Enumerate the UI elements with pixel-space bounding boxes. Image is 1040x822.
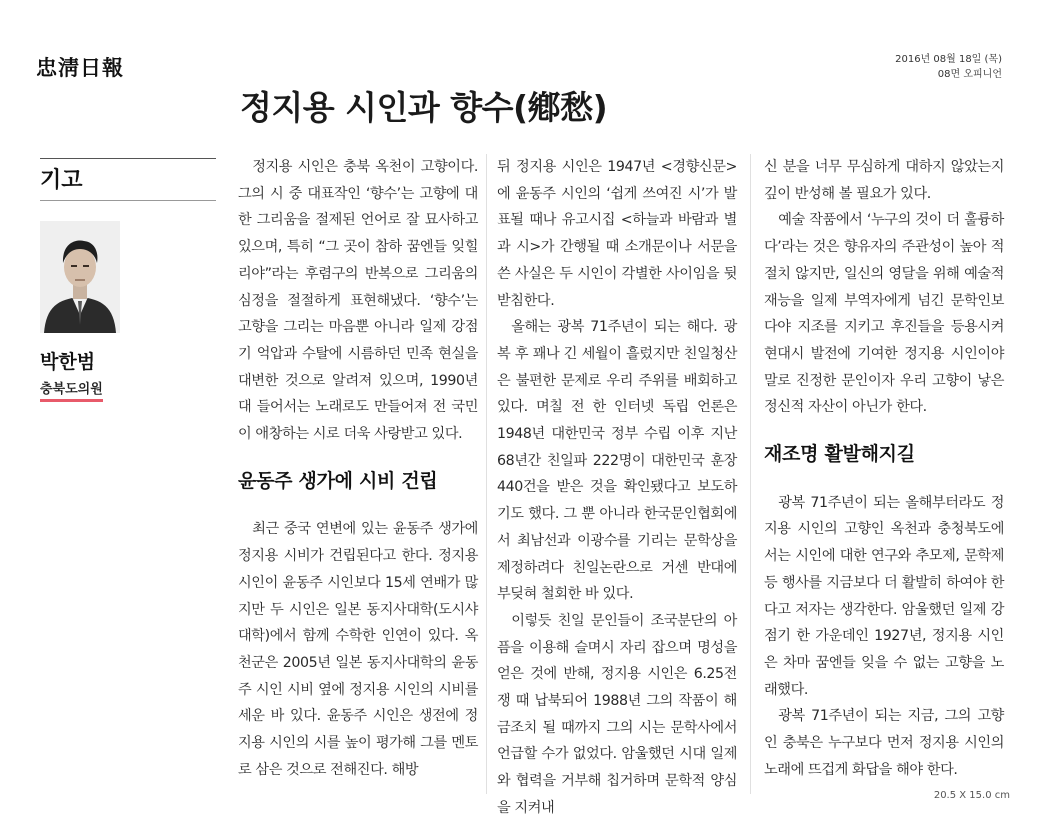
article-column-2 (497, 154, 737, 822)
body-paragraph: 광복 71주년이 되는 올해부터라도 정지용 시인의 고향인 옥천과 충청북도에서는 시인에 대한 연구와 추모제, 문학제 등 행사를 지금보다 더 활발히 하여야 한다고 저자는 생각한다. 암울했던 일제 강점기 한 가운데인 1927년, 정지용 시인은 차마 꿈엔들 잊을 수 없는 고향을 노래했다. (764, 494, 1004, 698)
article-column-3 (764, 154, 1004, 783)
article-category: 기고 (40, 159, 216, 201)
body-paragraph: 최근 중국 연변에 있는 윤동주 생가에 정지용 시비가 건립된다고 한다. 정지용 시인이 윤동주 시인보다 15세 연배가 많지만 두 시인은 일본 동지사대학(도시샤 대학)에서 함께 수학한 인연이 있다. 옥천군은 2005년 일본 동지사대학의 윤동주 시인 시비 옆에 정지용 시인의 시비를 세운 바 있다. 윤동주 시인은 생전에 정지용 시인의 시를 높이 평가해 그를 멘토로 삼은 것으로 전해진다. 해방 (238, 521, 478, 778)
author-portrait-icon (40, 221, 120, 333)
publication-info (895, 52, 1002, 82)
column-divider (486, 154, 487, 794)
author-title: 충북도의원 (40, 378, 103, 402)
body-paragraph: 광복 71주년이 되는 지금, 그의 고향인 충북은 누구보다 먼저 정지용 시인의 노래에 뜨겁게 화답을 해야 한다. (764, 708, 1004, 778)
body-paragraph: 예술 작품에서 ‘누구의 것이 더 훌륭하다’라는 것은 향유자의 주관성이 높아 적절치 않지만, 일신의 영달을 위해 예술적 재능을 일제 부역자에게 넘긴 문학인보다야 지조를 지키고 후진들을 등용시켜 현대시 발전에 기여한 정지용 시인이야말로 진정한 문인이자 우리 고향이 낳은 정신적 자산이 아닌가 한다. (764, 212, 1004, 416)
subheading: 윤동주 생가에 시비 건립 (238, 469, 438, 492)
body-paragraph: 이렇듯 친일 문인들이 조국분단의 아픔을 이용해 슬며시 자리 잡으며 명성을 얻은 것에 반해, 정지용 시인은 6.25전쟁 때 납북되어 1988년 그의 작품이 해금조치 될 때까지 그의 시는 문학사에서 언급할 수가 없었다. 암울했던 시대 일제와 협력을 거부해 칩거하며 문학적 양심을 지켜내 (497, 612, 737, 816)
body-paragraph: 뒤 정지용 시인은 1947년 <경향신문>에 윤동주 시인의 ‘쉽게 쓰여진 시’가 발표될 때나 유고시집 <하늘과 바람과 별과 시>가 간행될 때 소개문이나 서문을 쓴 사실은 두 시인이 각별한 사이임을 뒷받침한다. (497, 159, 737, 309)
subheading: 재조명 활발해지길 (764, 443, 915, 466)
article-column-1 (238, 154, 478, 783)
author-sidebar (40, 158, 216, 402)
author-name: 박한범 (40, 351, 96, 373)
body-paragraph: 신 분을 너무 무심하게 대하지 않았는지 깊이 반성해 볼 필요가 있다. (764, 159, 1004, 202)
article-headline: 정지용 시인과 향수(鄕愁) (240, 88, 608, 127)
column-divider (750, 154, 751, 794)
body-paragraph: 올해는 광복 71주년이 되는 해다. 광복 후 꽤나 긴 세월이 흘렀지만 친일청산은 불편한 문제로 우리 주위를 배회하고 있다. 며칠 전 한 인터넷 독립 언론은 1948년 대한민국 정부 수립 이후 지난 68년간 친일파 222명이 대한민국 훈장 440건을 받은 것을 확인됐다고 보도하기도 했다. 그 뿐 아니라 한국문인협회에서 최남선과 이광수를 기리는 문학상을 제정하려다 친일논란으로 거센 반대에 부딪혀 철회한 바 있다. (497, 319, 737, 603)
newspaper-masthead: 忠淸日報 (36, 55, 124, 80)
author-photo (40, 221, 120, 333)
page-section: 08면 오피니언 (937, 69, 1002, 80)
body-paragraph: 정지용 시인은 충북 옥천이 고향이다. 그의 시 중 대표작인 ‘향수’는 고향에 대한 그리움을 절제된 언어로 잘 묘사하고 있으며, 특히 “그 곳이 참하 꿈엔들 잊힐리야”라는 후렴구의 반복으로 그리움의 심정을 절절하게 표현해냈다. ‘향수’는 고향을 그리는 마음뿐 아니라 일제 강점기 억압과 수탈에 시름하던 민족 현실을 대변한 것으로 알려져 있으며, 1990년대 들어서는 노래로도 만들어져 전 국민이 애창하는 시로 더욱 사랑받고 있다. (238, 159, 478, 443)
publication-date: 2016년 08월 18일 (목) (895, 54, 1002, 65)
article-dimensions: 20.5 X 15.0 cm (933, 790, 1010, 801)
